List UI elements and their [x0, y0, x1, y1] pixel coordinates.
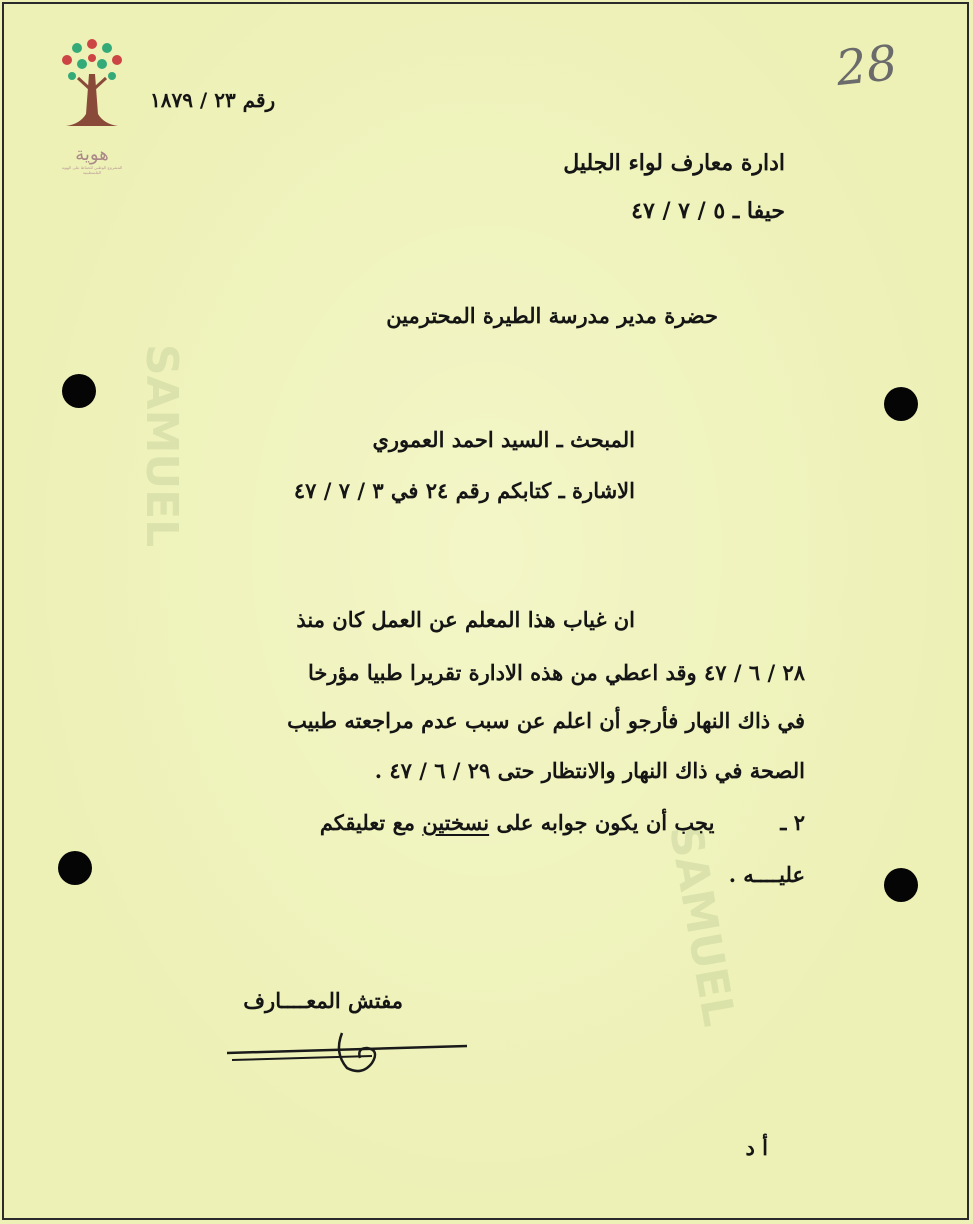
department-name: ادارة معارف لواء الجليل	[563, 150, 785, 176]
point-2-line	[320, 810, 805, 835]
footer-initials: أ د	[745, 1135, 768, 1160]
punch-hole	[884, 387, 918, 421]
point-number: ٢ ـ	[780, 810, 805, 835]
hawiya-logo	[52, 34, 132, 184]
addressee: حضرة مدير مدرسة الطيرة المحترمين	[386, 303, 718, 328]
handwritten-signature	[222, 1028, 482, 1078]
subject-line: المبحث ـ السيد احمد العموري	[372, 427, 635, 452]
body-line-4: الصحة في ذاك النهار والانتظار حتى ٢٩ / ٦ / ٤٧ .	[374, 758, 805, 783]
reference-note: الاشارة ـ كتابكم رقم ٢٤ في ٣ / ٧ / ٤٧	[293, 478, 635, 503]
logo-subtext: المشروع الوطني للحفاظ على الهوية الفلسطينية	[61, 165, 123, 175]
punch-hole	[884, 868, 918, 902]
point-text-b: مع تعليقكم	[319, 810, 416, 835]
logo-text: هوية	[75, 144, 109, 165]
body-line-1: ان غياب هذا المعلم عن العمل كان منذ	[296, 607, 635, 632]
reference-number: رقم ٢٣ / ١٨٧٩	[150, 88, 276, 112]
folio-number: 28	[833, 34, 900, 98]
background-watermark: SAMUEL	[658, 820, 745, 1031]
tree-icon	[52, 34, 132, 144]
punch-hole	[58, 851, 92, 885]
punch-hole	[62, 374, 96, 408]
place-date: حيفا ـ ٥ / ٧ / ٤٧	[631, 198, 785, 224]
point-2-continuation: عليــــه .	[728, 862, 805, 887]
point-text-underlined: نسختين	[422, 810, 490, 835]
point-text-a: يجب أن يكون جوابه على	[496, 810, 715, 835]
signature-title: مفتش المعــــارف	[243, 988, 403, 1013]
body-line-3: في ذاك النهار فأرجو أن اعلم عن سبب عدم مراجعته طبيب	[287, 708, 805, 733]
background-watermark: SAMUEL	[136, 343, 188, 548]
body-line-2: ٢٨ / ٦ / ٤٧ وقد اعطي من هذه الادارة تقريرا طبيا مؤرخا	[308, 660, 805, 685]
